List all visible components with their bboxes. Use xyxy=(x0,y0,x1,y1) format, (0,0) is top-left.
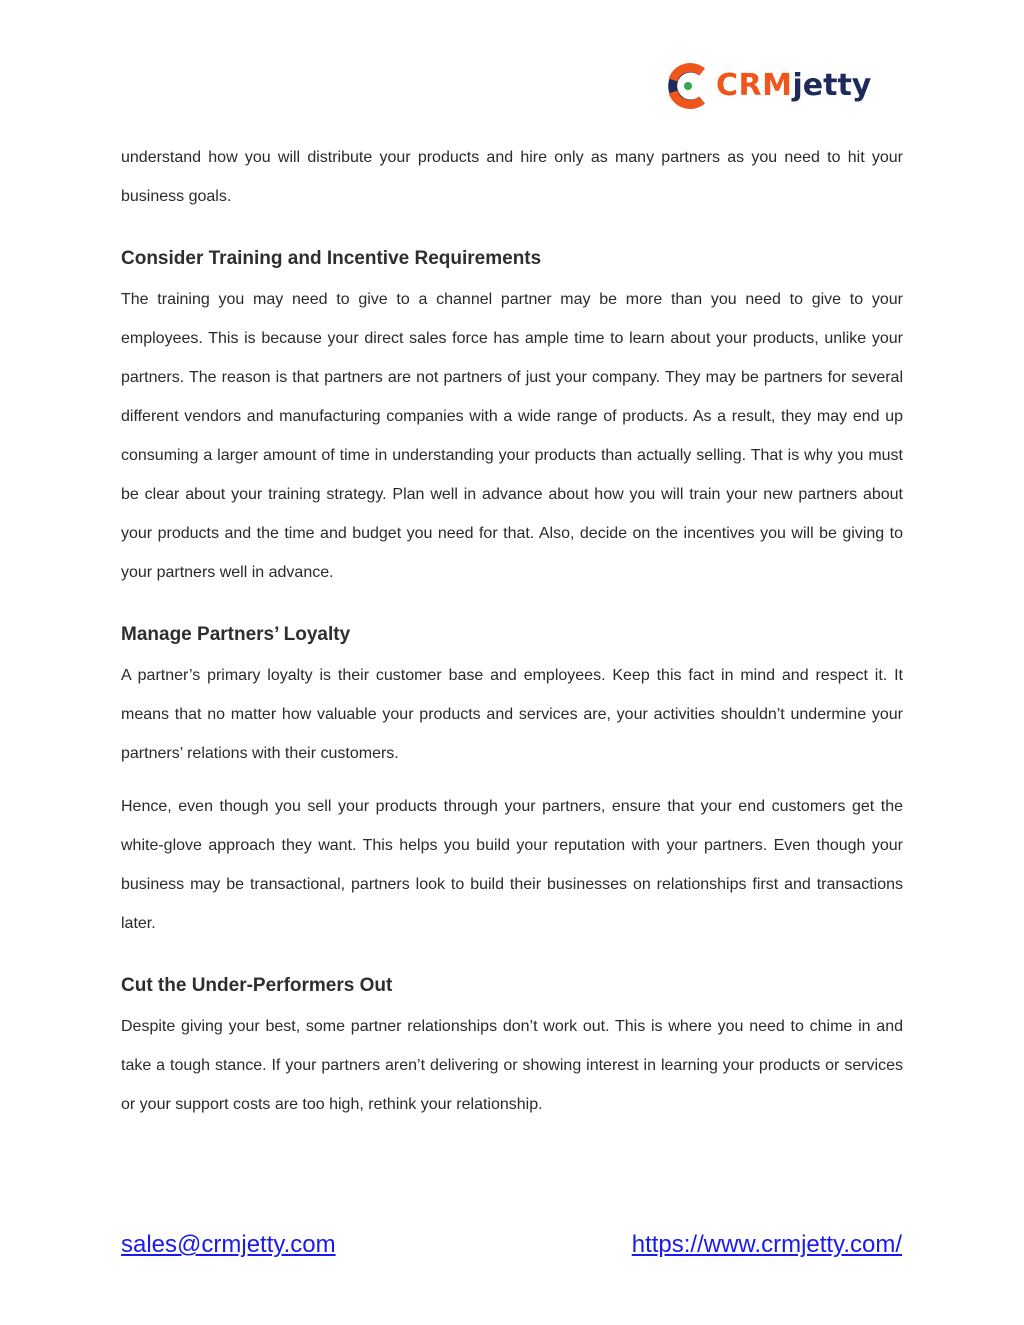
logo-wordmark xyxy=(716,60,871,112)
section-paragraph-training: The training you may need to give to a channel partner may be more than you need to give to your employees. This is because your direct sales force has ample time to learn about your products, unlike your partners. The reason is that partners are not partners of just your company. They may be partners for several different vendors and manufacturing companies with a wide range of products. As a result, they may end up consuming a larger amount of time in understanding your products than actually selling. That is why you must be clear about your training strategy. Plan well in advance about how you will train your new partners about your products and the time and budget you need for that. Also, decide on the incentives you will be giving to your partners well in advance. xyxy=(121,291,903,581)
footer-email-link[interactable]: sales@crmjetty.com xyxy=(121,1231,336,1258)
crmjetty-logo-icon xyxy=(664,60,710,112)
section-paragraph-loyalty-1: A partner’s primary loyalty is their customer base and employees. Keep this fact in mind and respect it. It means that no matter how valuable your products and services are, your activities shouldn’t undermine your partners’ relations with their customers. xyxy=(121,667,903,762)
section-paragraph-loyalty-2: Hence, even though you sell your products through your partners, ensure that your end customers get the white-glove approach they want. This helps you build your reputation with your partners. Even though your business may be transactional, partners look to build their businesses on relationships first and transactions later. xyxy=(121,798,903,932)
intro-paragraph: understand how you will distribute your products and hire only as many partners as you need to hit your business goals. xyxy=(121,149,903,205)
footer-website-link[interactable]: https://www.crmjetty.com/ xyxy=(631,1231,902,1258)
logo-text-crm: CRM xyxy=(716,68,793,103)
crmjetty-logo xyxy=(664,60,871,112)
section-paragraph-underperformers: Despite giving your best, some partner relationships don’t work out. This is where you need to chime in and take a tough stance. If your partners aren’t delivering or showing interest in learning your products or services or your support costs are too high, rethink your relationship. xyxy=(121,1018,903,1113)
document-body xyxy=(121,138,903,1124)
section-heading-training: Consider Training and Incentive Requirements xyxy=(121,248,542,269)
logo-text-jetty: jetty xyxy=(792,68,872,103)
section-heading-underperformers: Cut the Under-Performers Out xyxy=(121,975,393,996)
section-heading-loyalty: Manage Partners’ Loyalty xyxy=(121,624,351,645)
